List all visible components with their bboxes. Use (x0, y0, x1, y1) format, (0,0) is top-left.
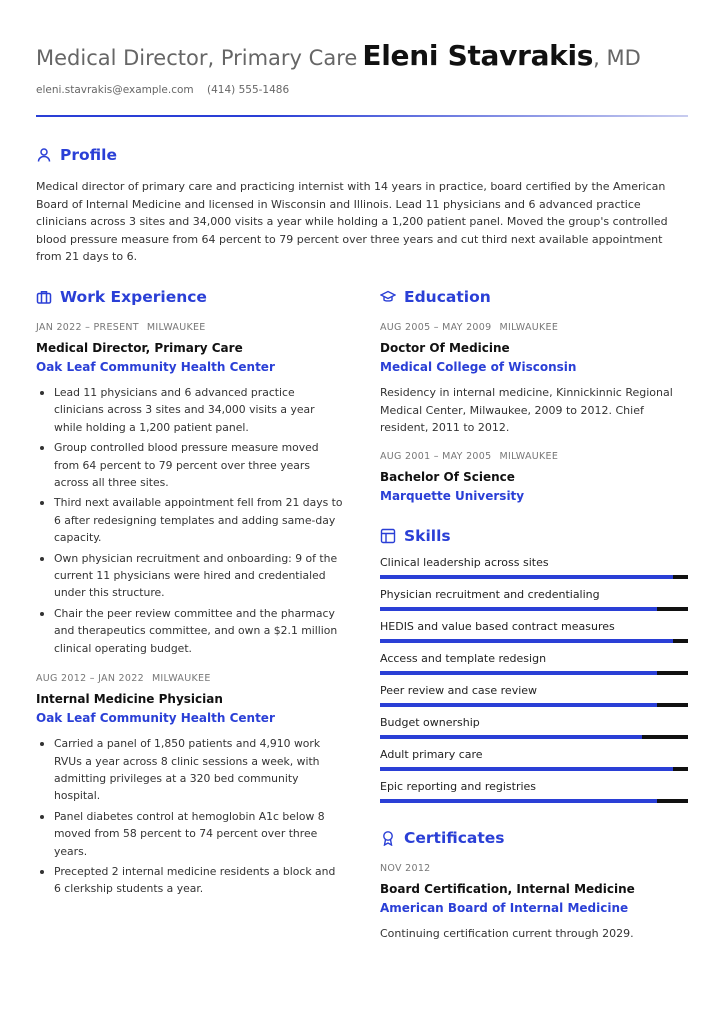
skill-bar (380, 767, 688, 771)
cert-desc: Continuing certification current through 2029. (380, 926, 634, 940)
edu-dates: AUG 2001 – MAY 2005 (380, 450, 492, 462)
skills-title: Skills (404, 526, 451, 545)
list-item: Carried a panel of 1,850 patients and 4,910 work RVUs a year across 8 clinic sessions a week, with admitting privileges at a 320 bed community hospital. (36, 735, 344, 805)
cert-name: Board Certification, Internal Medicine (380, 881, 635, 896)
education-entry (380, 451, 688, 503)
certificates-title: Certificates (404, 828, 505, 847)
title-line (36, 34, 688, 78)
list-item: Precepted 2 internal medicine residents a block and 6 clerkship students a year. (36, 863, 344, 898)
cert-date: NOV 2012 (380, 862, 431, 874)
skill-label: Clinical leadership across sites (380, 555, 549, 569)
list-item: Third next available appointment fell from 21 days to 6 after redesigning templates and adding same-day capacity. (36, 494, 344, 546)
right-column (380, 286, 688, 942)
skill-bar-fill (380, 575, 673, 579)
edu-degree: Doctor Of Medicine (380, 341, 510, 355)
job-location: MILWAUKEE (151, 673, 211, 685)
skill-item (380, 780, 688, 803)
skill-item (380, 588, 688, 611)
skill-item (380, 716, 688, 739)
skill-bar-fill (380, 671, 657, 675)
skill-bar (380, 703, 688, 707)
skill-item (380, 620, 688, 643)
job-location: MILWAUKEE (146, 322, 206, 333)
edu-desc: Residency in internal medicine, Kinnickinnic Regional Medical Center, Milwaukee, 2009 to 2012. Chief resident, 2011 to 2012. (380, 386, 673, 435)
job-role: Medical Director, Primary Care (36, 341, 243, 355)
edu-meta (380, 322, 688, 333)
skill-bar-fill (380, 703, 657, 707)
cert-issuer: American Board of Internal Medicine (380, 900, 629, 915)
edu-location: MILWAUKEE (499, 450, 559, 462)
skill-bar-fill (380, 767, 673, 771)
skill-label: HEDIS and value based contract measures (380, 619, 615, 633)
profile-heading (36, 144, 688, 166)
skill-bar (380, 639, 688, 643)
job-org: Oak Leaf Community Health Center (36, 711, 275, 726)
contact-line (36, 84, 688, 96)
award-icon (380, 830, 396, 846)
list-item: Group controlled blood pressure measure moved from 64 percent to 79 percent over three years across all three sites. (36, 439, 344, 491)
work-heading (36, 286, 344, 308)
profile-title: Profile (60, 146, 117, 164)
person-name: Eleni Stavrakis (362, 39, 594, 72)
skill-bar (380, 575, 688, 579)
person-icon (36, 147, 52, 163)
skills-heading (380, 525, 688, 547)
profile-section (36, 144, 688, 266)
skill-label: Adult primary care (380, 747, 483, 761)
skills-list (380, 556, 688, 803)
skill-bar (380, 799, 688, 803)
education-title: Education (404, 288, 491, 306)
skill-bar (380, 671, 688, 675)
skill-label: Budget ownership (380, 715, 480, 729)
job-title: Medical Director, Primary Care (36, 46, 358, 70)
work-title: Work Experience (60, 288, 207, 306)
edu-school: Marquette University (380, 488, 525, 503)
phone[interactable]: (414) 555-1486 (207, 84, 290, 96)
job-meta (36, 673, 344, 684)
job-entry (36, 322, 344, 657)
skill-bar-fill (380, 735, 642, 739)
list-item: Chair the peer review committee and the pharmacy and therapeutics committee, and own a $2.1 million clinical operating budget. (36, 605, 344, 657)
list-item: Own physician recruitment and onboarding: 9 of the current 11 physicians were hired and credentialed under this structure. (36, 550, 344, 602)
left-column (36, 286, 344, 901)
list-item: Panel diabetes control at hemoglobin A1c below 8 moved from 58 percent to 74 percent over three years. (36, 808, 344, 860)
certificates-heading (380, 827, 688, 849)
job-bullets (36, 384, 344, 657)
skill-item (380, 748, 688, 771)
certificates-section (380, 827, 688, 943)
email[interactable]: eleni.stavrakis@example.com (36, 84, 194, 96)
job-entry (36, 673, 344, 898)
job-dates: JAN 2022 – PRESENT (36, 322, 139, 333)
edu-school: Medical College of Wisconsin (380, 360, 577, 374)
job-role: Internal Medicine Physician (36, 692, 223, 707)
edu-dates: AUG 2005 – MAY 2009 (380, 322, 492, 333)
edu-degree: Bachelor Of Science (380, 469, 515, 484)
education-heading (380, 286, 688, 308)
skill-item (380, 556, 688, 579)
skill-bar (380, 607, 688, 611)
skill-bar (380, 735, 688, 739)
header-divider (36, 115, 688, 117)
resume-header (36, 34, 688, 96)
skill-bar-fill (380, 799, 657, 803)
job-bullets (36, 735, 344, 898)
name-suffix: , MD (593, 46, 641, 70)
edu-meta (380, 451, 688, 462)
briefcase-icon (36, 289, 52, 305)
skill-item (380, 652, 688, 675)
skill-label: Access and template redesign (380, 651, 547, 665)
skill-item (380, 684, 688, 707)
edu-location: MILWAUKEE (499, 322, 559, 333)
skill-label: Physician recruitment and credentialing (380, 587, 600, 601)
list-item: Lead 11 physicians and 6 advanced practice clinicians across 3 sites and 34,000 visits a year while holding a 1,200 patient panel. (36, 384, 344, 436)
graduation-cap-icon (380, 289, 396, 305)
skills-section (380, 525, 688, 803)
job-meta (36, 322, 344, 333)
layout-icon (380, 528, 396, 544)
skill-bar-fill (380, 607, 657, 611)
skill-label: Epic reporting and registries (380, 779, 537, 793)
education-entry (380, 322, 688, 437)
skill-bar-fill (380, 639, 673, 643)
profile-text: Medical director of primary care and practicing internist with 14 years in practice, board certified by the American Board of Internal Medicine and licensed in Wisconsin and Illinois. Lead 11 physicians and 6 advanced practice clinicians across 3 sites and 34,000 visits a year while holding a 1,200 patient panel. Moved the group's controlled blood pressure measure from 64 percent to 79 percent over three years and cut third next available appointment from 21 days to 6. (36, 180, 668, 264)
skill-label: Peer review and case review (380, 683, 538, 697)
job-dates: AUG 2012 – JAN 2022 (36, 673, 144, 685)
job-org: Oak Leaf Community Health Center (36, 360, 275, 374)
